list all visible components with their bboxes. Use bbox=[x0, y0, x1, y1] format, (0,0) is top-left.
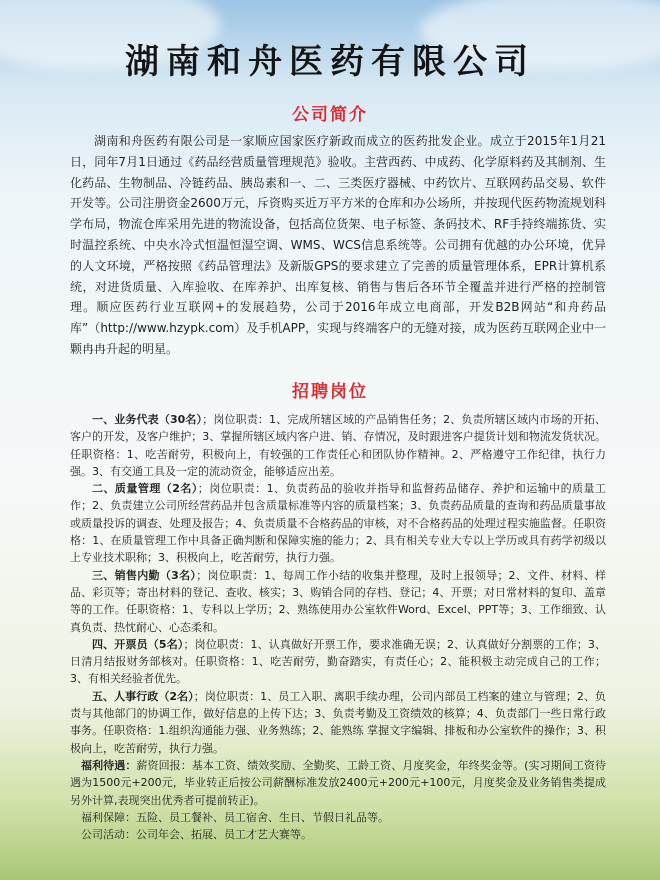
job-description: ；岗位职责：1、员工入职、离职手续办理，公司内部员工档案的建立与管理；2、负责与其他部门的协调工作，做好信息的上传下达；3、负责考勤及工资绩效的核算；4、负责部门一些日常行政事务。任职资格：1.组织沟通能力强、业务熟练；2、能熟练 掌握文字编辑、排板和办公室软件的操作；3、积极向上，吃苦耐劳，执行力强。 bbox=[70, 689, 607, 755]
welfare-protection: 福利保障：五险、员工餐补、员工宿舍、生日、节假日礼品等。 bbox=[81, 810, 389, 824]
job-item bbox=[70, 636, 606, 688]
welfare-salary-text: 薪资回报：基本工资、绩效奖励、全勤奖、工龄工资、月度奖金，年终奖金等。(实习期间工资待遇为1500元+200元，毕业转正后按公司薪酬标准发放2400元+200元+100元，月度奖金及业务销售类提成另外计算,表现突出优秀者可提前转正)。 bbox=[70, 758, 607, 807]
job-description: ；岗位职责：1、每周工作小结的收集并整理，及时上报领导；2、文件、材料、样品、彩页等；寄出材料的登记、查收、核实；3、购销合同的存档、登记；4、开票；对日常材料的复印、盖章等的工作。任职资格：1、专科以上学历；2、熟练使用办公室软件Word、Excel、PPT等；3、工作细致、认真负责、热忱耐心、心态柔和。 bbox=[70, 568, 606, 634]
jobs-list bbox=[70, 411, 606, 843]
welfare-activities: 公司活动：公司年会、拓展、员工才艺大赛等。 bbox=[81, 828, 312, 842]
company-intro-paragraph: 湖南和舟医药有限公司是一家顺应国家医疗新政而成立的医药批发企业。成立于2015年1月21日，同年7月1日通过《药品经营质量管理规范》验收。主营西药、中成药、化学原料药及其制剂、生化药品、生物制品、冷链药品、胰岛素和一、二、三类医疗器械、中药饮片、互联网药品交易、软件开发等。公司注册资金2600万元，斥资购买近万平方米的仓库和办公场所，并按现代医药物流规划科学布局，物流仓库采用先进的物流设备，包括高位货架、电子标签、条码技术、RF手持终端拣货、实时温控系统、中央水冷式恒温恒湿空调、WMS、WCS信息系统等。公司拥有优越的办公环境，优异的人文环境，严格按照《药品管理法》及新版GPS的要求建立了完善的质量管理体系，EPR计算机系统，对进货质量、入库验收、在库养护、出库复核、销售与售后各环节全覆盖并进行严格的控制管理。顺应医药行业互联网+的发展趋势，公司于2016年成立电商部，开发B2B网站“和舟药品库”（http://www.hzypk.com）及手机APP，实现与终端客户的无缝对接，成为医药互联网企业中一颗冉冉升起的明星。 bbox=[70, 134, 606, 356]
job-title: 二、质量管理（2名） bbox=[92, 482, 198, 496]
job-description: ；岗位职责：1、认真做好开票工作，要求准确无误；2、认真做好分割票的工作；3、日清月结报财务部核对。任职资格：1、吃苦耐劳，勤奋踏实，有责任心；2、能积极主动完成自己的工作；3、有相关经验者优先。 bbox=[70, 637, 606, 686]
job-title: 三、销售内勤（3名） bbox=[92, 568, 197, 582]
welfare-salary bbox=[70, 757, 606, 809]
job-item bbox=[70, 688, 606, 757]
jobs-heading: 招聘岗位 bbox=[292, 382, 368, 402]
job-item bbox=[70, 411, 606, 480]
job-item bbox=[70, 567, 606, 636]
company-title: 湖南和舟医药有限公司 bbox=[125, 42, 535, 82]
job-title: 五、人事行政（2名） bbox=[92, 689, 194, 703]
job-description: ；岗位职责：1、完成所辖区域的产品销售任务；2、负责所辖区域内市场的开拓、客户的开发，及客户维护；3、掌握所辖区域内客户进、销、存情况，及时跟进客户提货计划和物流发货状况。任职资格：1、吃苦耐劳，积极向上，有较强的工作责任心和团队协作精神。2、严格遵守工作纪律，执行力强。3、有交通工具及一定的流动资金，能够适应出差。 bbox=[70, 413, 606, 478]
job-title: 四、开票员（5名） bbox=[92, 637, 184, 651]
job-description: ；岗位职责：1、负责药品的验收并指导和监督药品储存、养护和运输中的质量工作；2、负责建立公司所经营药品并包含质量标准等内容的质量档案；3、负责药品质量的查询和药品质量事故或质量投诉的调查、处理及报告；4、负责质量不合格药品的审核，对不合格药品的处理过程实施监督。任职资格：1、在质量管理工作中具备正确判断和保障实施的能力；2、具有相关专业大专以上学历或具有药学初级以上专业技术职称；3、积极向上，吃苦耐劳，执行力强。 bbox=[70, 482, 607, 565]
welfare-title: 福利待遇： bbox=[81, 758, 137, 772]
job-title: 一、业务代表（30名） bbox=[92, 413, 203, 426]
intro-heading: 公司简介 bbox=[292, 105, 368, 125]
job-item bbox=[70, 480, 606, 566]
